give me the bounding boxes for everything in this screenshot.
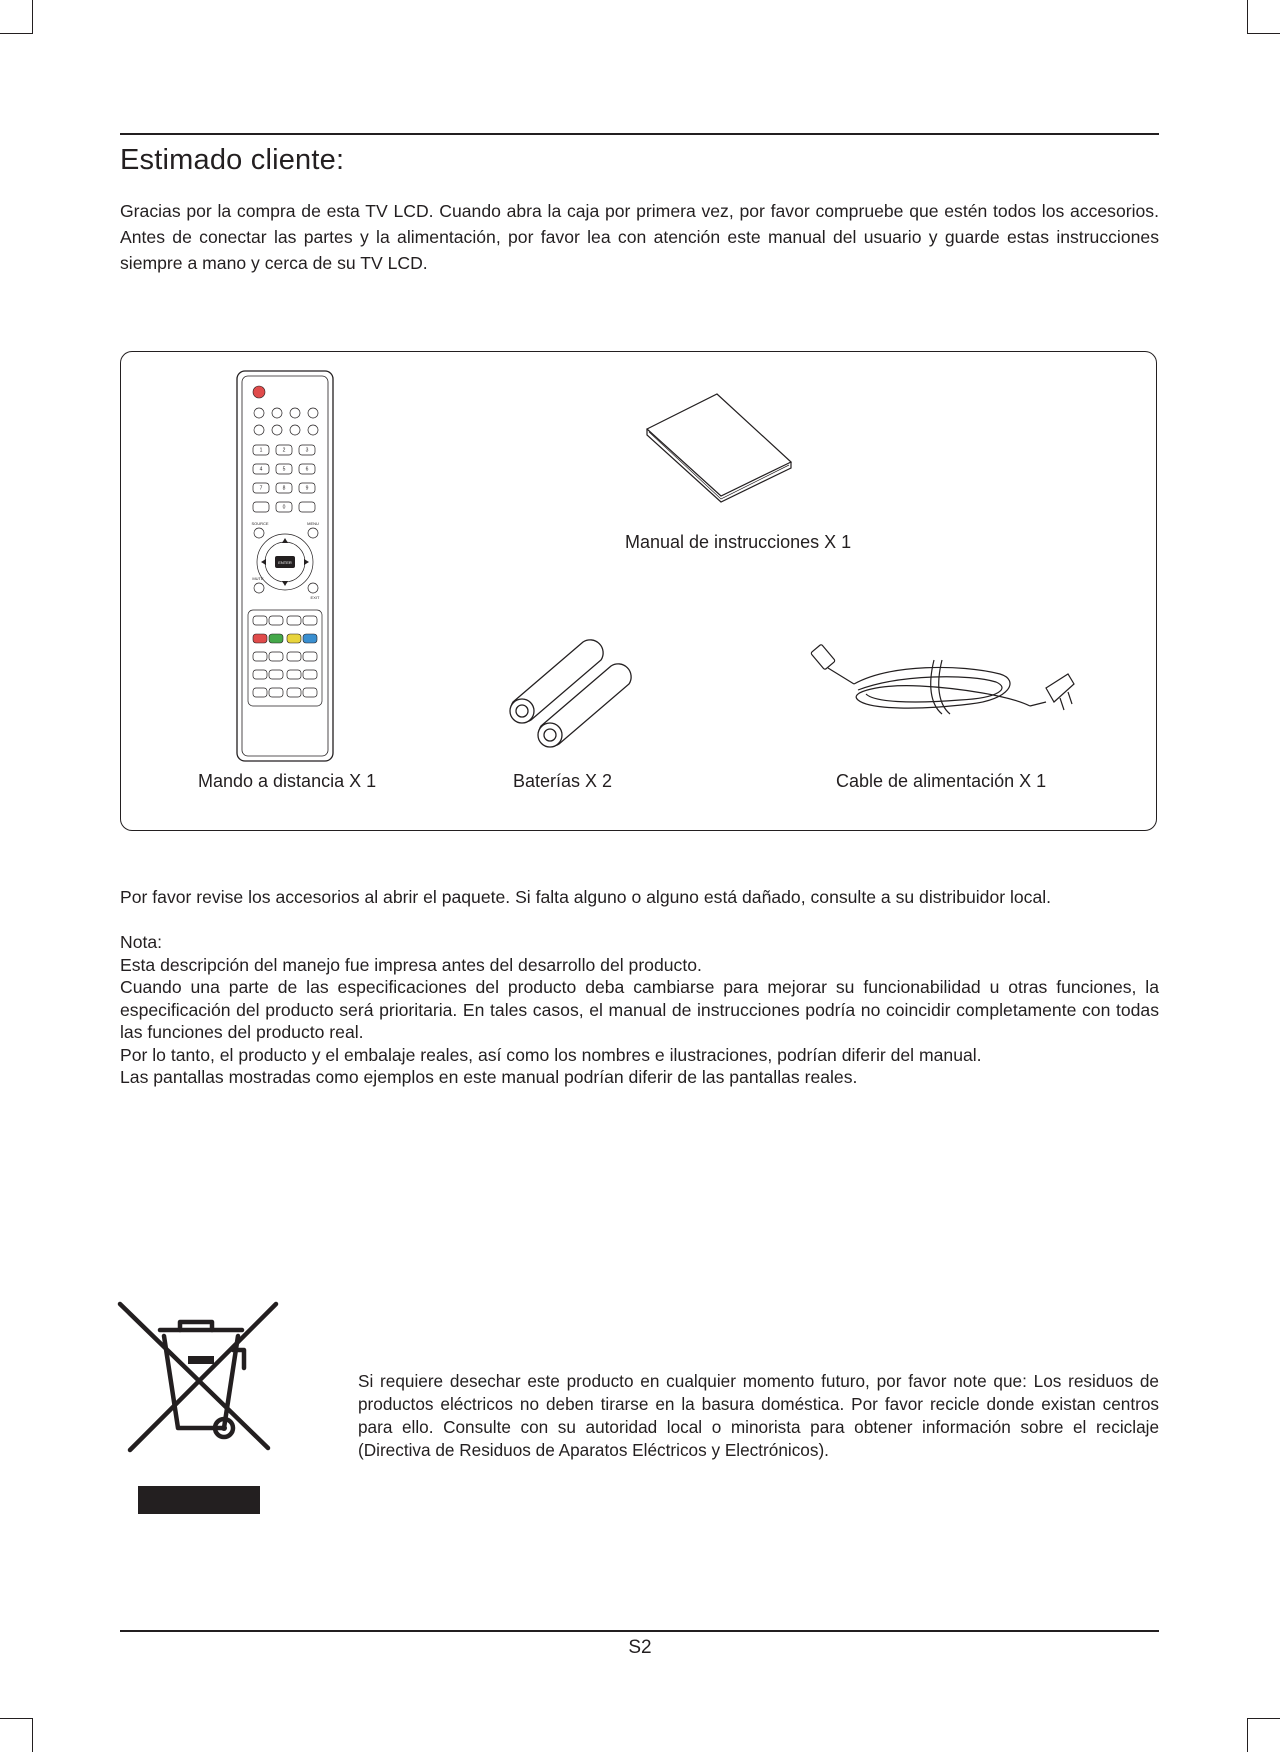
- crop-mark: [0, 1718, 32, 1719]
- manual-booklet-icon: [645, 392, 793, 498]
- crop-mark: [1247, 1718, 1248, 1752]
- batteries-caption: Baterías X 2: [513, 771, 613, 791]
- remote-label-mute: MUTE: [252, 576, 264, 581]
- intro-paragraph: Gracias por la compra de esta TV LCD. Cuando abra la caja por primera vez, por favor compruebe que estén todos los accesorios. Antes de conectar las partes y la alimentación, por favor lea con atención este manual del usuario y guarde estas instrucciones siempre a mano y cerca de su TV LCD.: [120, 201, 1159, 273]
- power-cable-caption: Cable de alimentación X 1: [836, 771, 1047, 791]
- remote-key: 4: [259, 466, 263, 473]
- crop-mark: [1248, 1718, 1280, 1719]
- header-rule: [120, 133, 1159, 135]
- note-line: Esta descripción del manejo fue impresa antes del desarrollo del producto.: [120, 954, 702, 975]
- batteries-icon: [505, 636, 651, 746]
- remote-control-icon: [236, 370, 334, 762]
- remote-key: 3: [305, 447, 309, 454]
- remote-key: 8: [282, 485, 286, 492]
- remote-label-enter: ENTER: [278, 560, 292, 565]
- note-line: Las pantallas mostradas como ejemplos en este manual podrían diferir de las pantallas reales.: [120, 1067, 858, 1087]
- remote-label-exit: EXIT: [310, 595, 320, 600]
- footer-rule: [120, 1630, 1159, 1632]
- note-line: Por lo tanto, el producto y el embalaje reales, así como los nombres e ilustraciones, podrían diferir del manual.: [120, 1044, 982, 1065]
- remote-key: 0: [282, 504, 286, 511]
- power-cable-icon: [810, 644, 1080, 724]
- remote-caption: Mando a distancia X 1: [198, 771, 377, 791]
- remote-key: 1: [259, 447, 263, 454]
- remote-label-menu: MENU: [307, 521, 319, 526]
- crop-mark: [1248, 33, 1280, 34]
- remote-key: 2: [282, 447, 286, 454]
- crop-mark: [1247, 0, 1248, 34]
- crop-mark: [32, 1718, 33, 1752]
- note-line: Cuando una parte de las especificaciones del producto deba cambiarse para mejorar su funcionabilidad u otras funciones, la especificación del producto será prioritaria. En tales casos, el manual de instrucciones podría no coincidir completamente con todas las funciones del producto real.: [120, 977, 1159, 1042]
- page-number: S2: [628, 1637, 652, 1658]
- crop-mark: [32, 0, 33, 34]
- remote-key: 9: [305, 485, 309, 492]
- page-title: Estimado cliente:: [120, 144, 345, 176]
- weee-bin-icon: [118, 1300, 280, 1518]
- crop-mark: [0, 33, 32, 34]
- remote-key: 7: [259, 485, 263, 492]
- remote-label-source: SOURCE: [251, 521, 269, 526]
- manual-caption: Manual de instrucciones X 1: [625, 532, 852, 552]
- check-accessories-text: Por favor revise los accesorios al abrir el paquete. Si falta alguno o alguno está dañado, consulte a su distribuidor local.: [120, 887, 1052, 907]
- disposal-text: Si requiere desechar este producto en cualquier momento futuro, por favor note que: Los residuos de productos eléctricos no deben tirarse en la basura doméstica. Por favor recicle donde existan centros para ello. Consulte con su autoridad local o minorista para obtener información sobre el reciclaje (Directiva de Residuos de Aparatos Eléctricos y Electrónicos).: [358, 1371, 1159, 1460]
- note-heading: Nota:: [120, 932, 163, 952]
- note-block: [120, 931, 1159, 1089]
- remote-key: 5: [282, 466, 286, 473]
- remote-key: 6: [305, 466, 309, 473]
